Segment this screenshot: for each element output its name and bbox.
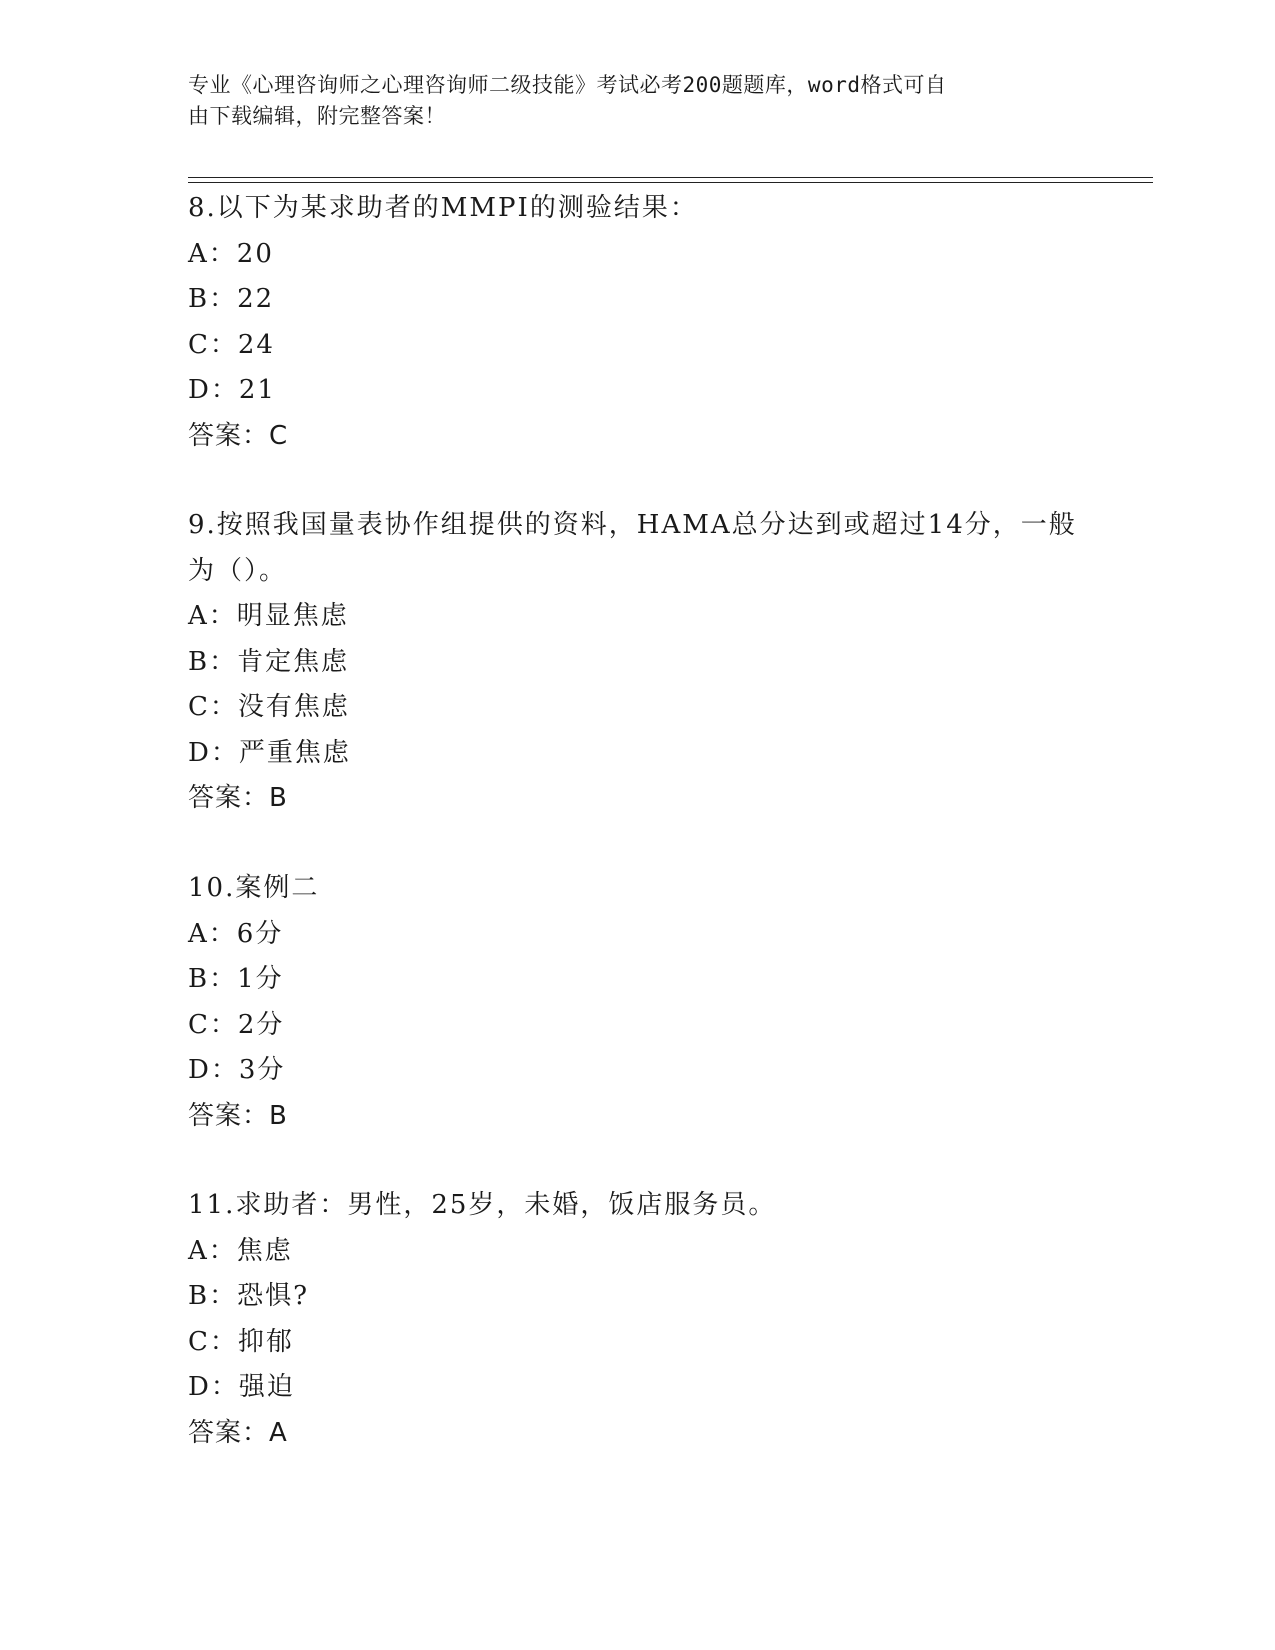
header-line-1: 专业《心理咨询师之心理咨询师二级技能》考试必考200题题库，word格式可自 — [188, 73, 947, 97]
option-a: A：明显焦虑 — [188, 601, 349, 631]
option-c: C：没有焦虑 — [188, 692, 350, 722]
option-b: B：1分 — [188, 964, 284, 994]
question-9 — [188, 503, 1118, 822]
header-divider-top — [188, 177, 1153, 178]
question-stem: 11.求助者：男性，25岁，未婚，饭店服务员。 — [188, 1190, 777, 1220]
answer-line: 答案：B — [188, 783, 288, 813]
answer-line: 答案：B — [188, 1100, 288, 1131]
question-10 — [188, 866, 1118, 1139]
option-b: B：恐惧? — [188, 1281, 310, 1311]
option-c: C：抑郁 — [188, 1326, 294, 1357]
question-stem: 9.按照我国量表协作组提供的资料，HAMA总分达到或超过14分，一般 — [188, 510, 1077, 540]
question-stem: 8.以下为某求助者的MMPI的测验结果： — [188, 193, 698, 223]
option-a: A：6分 — [188, 918, 284, 949]
option-d: D：21 — [188, 375, 276, 405]
option-d: D：3分 — [188, 1055, 286, 1085]
question-11 — [188, 1183, 1118, 1456]
option-d: D：严重焦虑 — [188, 737, 351, 768]
document-header — [188, 70, 1078, 132]
option-c: C：24 — [188, 329, 275, 360]
option-c: C：2分 — [188, 1009, 285, 1040]
answer-line: 答案：A — [188, 1417, 288, 1448]
question-8 — [188, 186, 1118, 459]
question-stem: 10.案例二 — [188, 873, 320, 903]
option-d: D：强迫 — [188, 1372, 295, 1402]
option-a: A：焦虑 — [188, 1235, 293, 1266]
answer-line: 答案：C — [188, 420, 289, 451]
question-stem-continued: 为（）。 — [188, 555, 288, 586]
option-a: A：20 — [188, 238, 274, 269]
option-b: B：22 — [188, 284, 275, 314]
header-line-2: 由下载编辑，附完整答案！ — [188, 104, 446, 128]
header-divider-bottom — [188, 182, 1153, 183]
option-b: B：肯定焦虑 — [188, 646, 350, 677]
